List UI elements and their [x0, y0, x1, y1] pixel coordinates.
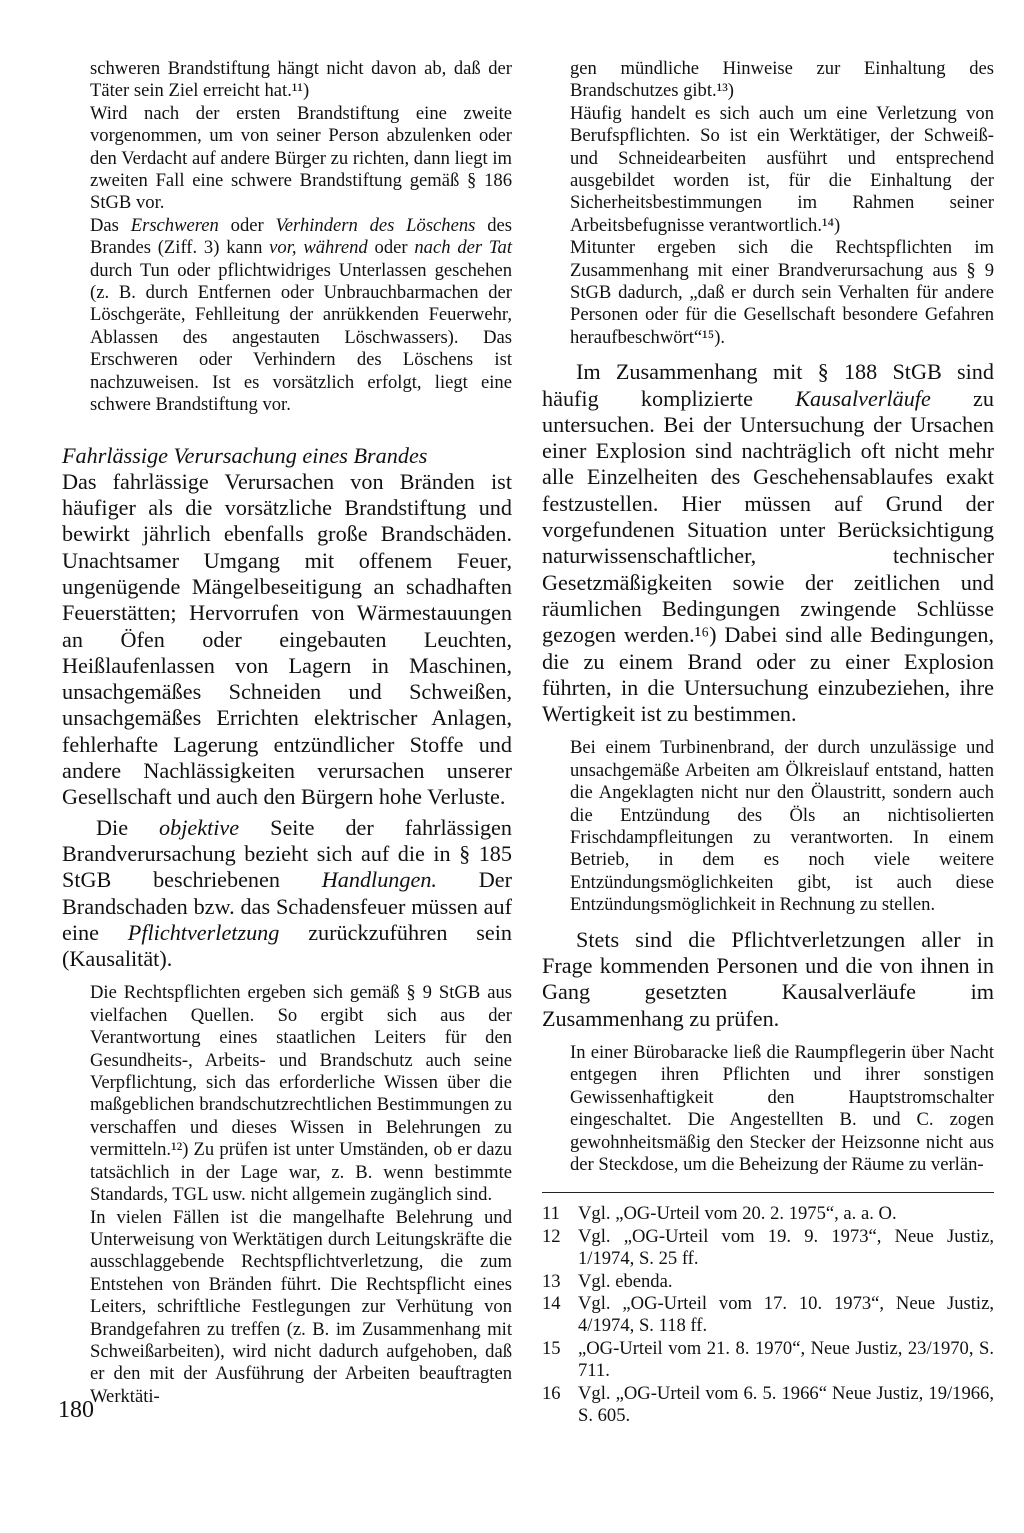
footnote — [542, 1226, 994, 1271]
footnote — [542, 1271, 994, 1293]
footnote — [542, 1203, 994, 1225]
paragraph — [542, 359, 994, 727]
text-run: Im Zusammenhang mit § 188 StGB sind häufig komplizierte — [542, 359, 994, 411]
italic-text: nach der Tat — [414, 237, 512, 259]
italic-text: Erschweren — [130, 214, 219, 236]
paragraph — [62, 815, 512, 973]
page-number: 180 — [58, 1397, 94, 1423]
paragraph: In vielen Fällen ist die mangelhafte Belehrung und Unterweisung von Werktätigen durch Leitungskräfte die ausschlaggebende Rechtspflichtverletzung, die zum Entstehen von Bränden führt. Die Rechtspflicht eines Leiters, schriftliche Festlegungen zur Verhütung von Brandgefahren zu treffen (z. B. im Zusammenhang mit Schweißarbeiten), wird nicht dadurch aufgehoben, daß er den mit der Ausführung der Arbeiten beauftragten Werktäti- — [90, 1206, 512, 1407]
italic-text: Pflichtverletzung — [127, 919, 280, 945]
text-run: zu untersuchen. Bei der Untersuchung der Ursachen einer Explosion sind nachträglich oft nicht mehr alle Einzelheiten des Geschehensablaufes exakt festzustellen. Hier müssen auf Grund der vorgefundenen Situation unter Berücksichtigung naturwissenschaftlicher, technischer Gesetzmäßigkeiten sowie der zeitlichen und räumlichen Bedingungen zwingende Schlüsse gezogen werden.¹⁶) Dabei sind alle Bedingungen, die zu einem Brand oder zu einer Explosion führten, in die Untersuchung einzubeziehen, ihre Wertigkeit ist zu bestimmen. — [542, 385, 994, 727]
paragraph: gen mündliche Hinweise zur Einhaltung des Brandschutzes gibt.¹³) — [570, 58, 994, 102]
italic-text: Verhindern des Löschens — [275, 214, 476, 236]
text-run: zurückzuführen sein (Kausalität). — [62, 919, 512, 972]
footnote-number: 12 — [542, 1225, 561, 1247]
footnote — [542, 1338, 994, 1383]
footnote-number: 11 — [542, 1203, 560, 1225]
footnote-number: 16 — [542, 1382, 561, 1404]
paragraph: Häufig handelt es sich auch um eine Verletzung von Berufspflichten. So ist ein Werktätiger, der Schweiß- und Schneidearbeiten ausführt und entsprechend ausgebildet worden ist, für die Einhaltung der Sicherheitsbestimmungen im Rahmen seiner Arbeitsbefugnisse verantwortlich.¹⁴) — [570, 102, 994, 236]
footnote — [542, 1293, 994, 1338]
footnote — [542, 1383, 994, 1428]
italic-text: Kausalverläufe — [795, 385, 931, 411]
footnote-number: 13 — [542, 1270, 561, 1292]
text-run: durch Tun oder pflichtwidriges Unterlassen geschehen (z. B. durch Entfernen oder Unbrauchbarmachen der Löschgeräte, Fehlleitung der anrükkenden Feuerwehr, Ablassen des angestauten Löschwassers). Das Erschweren oder Verhindern des Löschens ist nachzuweisen. Ist es vorsätzlich erfolgt, liegt eine schwere Brandstiftung vor. — [90, 259, 512, 416]
footnote-text: Vgl. ebenda. — [578, 1270, 673, 1292]
text-run: oder — [218, 214, 276, 236]
footnote-text: „OG-Urteil vom 21. 8. 1970“, Neue Justiz, 23/1970, S. 711. — [578, 1337, 994, 1382]
paragraph: Mitunter ergeben sich die Rechtspflichten im Zusammenhang mit einer Brandverursachung aus § 9 StGB dadurch, „daß er durch sein Verhalten für andere Personen oder für die Gesellschaft besondere Gefahren heraufbeschwört“¹⁵). — [570, 237, 994, 348]
paragraph: Die Rechtspflichten ergeben sich gemäß § 9 StGB aus vielfachen Quellen. So ergibt sich aus der Verantwortung eines staatlichen Leiters für den Gesundheits-, Arbeits- und Brandschutz auch seine Verpflichtung, sich das erforderliche Wissen über die maßgeblichen brandschutzrechtlichen Bestimmungen zu verschaffen und dieses Wissen in Belehrungen zu vermitteln.¹²) Zu prüfen ist unter Umständen, ob er dazu tatsächlich in der Lage war, z. B. wenn bestimmte Standards, TGL usw. nicht allgemein zugänglich sind. — [90, 982, 512, 1206]
italic-text: vor, während — [269, 237, 368, 259]
footnote-text: Vgl. „OG-Urteil vom 20. 2. 1975“, a. a. O. — [578, 1203, 897, 1225]
footnote-divider — [542, 1192, 994, 1193]
text-run: oder — [367, 237, 415, 259]
text-run: Das — [90, 214, 131, 236]
footnote-number: 15 — [542, 1337, 561, 1359]
paragraph: Stets sind die Pflichtverletzungen aller in Frage kommenden Personen und die von ihnen in Gang gesetzten Kausalverläufe im Zusammenhang zu prüfen. — [542, 926, 994, 1031]
footnotes — [542, 1203, 994, 1427]
paragraph: Das fahrlässige Verursachen von Bränden ist häufiger als die vorsätzliche Brandstiftung und bewirkt jährlich ebenfalls große Brandschäden. Unachtsamer Umgang mit offenem Feuer, ungenügende Mängelbeseitigung an schadhaften Feuerstätten; Hervorrufen von Wärmestauungen an Öfen oder eingebauten Leuchten, Heißlaufenlassen von Lagern in Maschinen, unsachgemäßes Schneiden und Schweißen, unsachgemäßes Errichten elektrischer Anlagen, fehlerhafte Lagerung entzündlicher Stoffe und andere Nachlässigkeiten verursachen unserer Gesellschaft und auch den Bürgern hohe Verluste. — [62, 468, 512, 810]
footnote-number: 14 — [542, 1292, 561, 1314]
text-run: des Brandes (Ziff. 3) kann — [90, 214, 512, 259]
text-run: Seite der fahrlässigen Brandverursachung bezieht sich auf die in § 185 StGB beschriebenen — [62, 814, 512, 893]
right-column — [542, 58, 994, 1427]
text-run: Die — [96, 814, 160, 840]
paragraph: Bei einem Turbinenbrand, der durch unzulässige und unsachgemäße Arbeiten am Ölkreislauf entstand, hatten die Angeklagten nicht nur den Ölaustritt, sondern auch die Entzündung des Öls an nichtisolierten Frischdampfleitungen zu verantworten. In einem Betrieb, in dem es noch viele weitere Entzündungsmöglichkeiten gibt, ist auch diese Entzündungsmöglichkeit in Rechnung zu stellen. — [570, 737, 994, 916]
footnote-text: Vgl. „OG-Urteil vom 19. 9. 1973“, Neue Justiz, 1/1974, S. 25 ff. — [578, 1225, 994, 1270]
paragraph: In einer Bürobaracke ließ die Raumpflegerin über Nacht entgegen ihren Pflichten und ihrer sonstigen Gewissenhaftigkeit den Hauptstromschalter eingeschaltet. Die Angestellten B. und C. zogen gewohnheitsmäßig den Stecker der Heizsonne nicht aus der Steckdose, um die Beheizung der Räume zu verlän- — [570, 1041, 994, 1175]
text-run: Der Brandschaden bzw. das Schadensfeuer müssen auf eine — [62, 867, 512, 945]
paragraph: schweren Brandstiftung hängt nicht davon ab, daß der Täter sein Ziel erreicht hat.¹¹) — [90, 58, 512, 102]
footnote-text: Vgl. „OG-Urteil vom 6. 5. 1966“ Neue Justiz, 19/1966, S. 605. — [578, 1382, 994, 1426]
section-heading: Fahrlässige Verursachung eines Brandes — [62, 442, 428, 468]
left-column — [62, 58, 512, 1408]
italic-text: objektive — [159, 814, 240, 840]
paragraph: Wird nach der ersten Brandstiftung eine zweite vorgenommen, um von seiner Person abzulenken oder den Verdacht auf andere Bürger zu richten, dann liegt im zweiten Fall eine schwere Brandstiftung gemäß § 186 StGB vor. — [90, 102, 512, 214]
footnote-text: Vgl. „OG-Urteil vom 17. 10. 1973“, Neue Justiz, 4/1974, S. 118 ff. — [578, 1292, 994, 1337]
paragraph — [62, 215, 512, 417]
italic-text: Handlungen. — [321, 867, 437, 893]
